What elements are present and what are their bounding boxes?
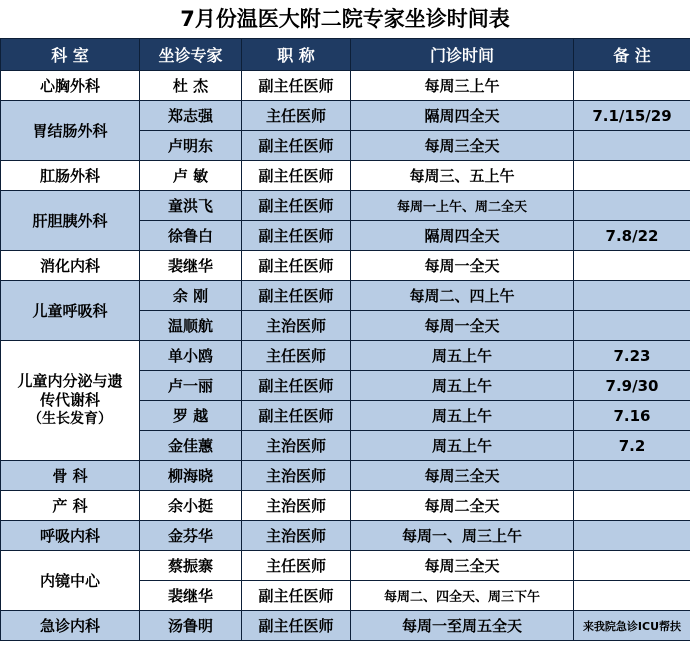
time-cell: 每周三全天 xyxy=(351,551,574,581)
note-cell xyxy=(574,251,690,281)
note-cell: 7.8/22 xyxy=(574,221,690,251)
note-cell xyxy=(574,281,690,311)
table-row xyxy=(1,161,690,191)
expert-cell: 余 刚 xyxy=(140,281,242,311)
note-cell xyxy=(574,311,690,341)
note-cell xyxy=(574,191,690,221)
department-cell: 消化内科 xyxy=(1,251,140,281)
expert-cell: 蔡振寨 xyxy=(140,551,242,581)
schedule-table xyxy=(0,38,690,641)
note-cell: 7.2 xyxy=(574,431,690,461)
time-cell: 每周一上午、周二全天 xyxy=(351,191,574,221)
title-cell: 副主任医师 xyxy=(242,71,351,101)
department-line: （生长发育） xyxy=(28,411,112,427)
expert-cell: 裴继华 xyxy=(140,581,242,611)
department-cell: 急诊内科 xyxy=(1,611,140,641)
title-cell: 主治医师 xyxy=(242,521,351,551)
department-cell: 肝胆胰外科 xyxy=(1,191,140,251)
time-cell: 周五上午 xyxy=(351,401,574,431)
expert-cell: 杜 杰 xyxy=(140,71,242,101)
table-row xyxy=(1,281,690,311)
title-cell: 主治医师 xyxy=(242,431,351,461)
table-row xyxy=(1,251,690,281)
expert-cell: 温顺航 xyxy=(140,311,242,341)
title-cell: 副主任医师 xyxy=(242,131,351,161)
time-cell: 每周二、四全天、周三下午 xyxy=(351,581,574,611)
table-row xyxy=(1,521,690,551)
expert-cell: 童洪飞 xyxy=(140,191,242,221)
time-cell: 每周一全天 xyxy=(351,251,574,281)
title-cell: 副主任医师 xyxy=(242,611,351,641)
note-cell xyxy=(574,581,690,611)
expert-cell: 柳海晓 xyxy=(140,461,242,491)
time-cell: 每周二全天 xyxy=(351,491,574,521)
table-row xyxy=(1,191,690,221)
title-cell: 副主任医师 xyxy=(242,161,351,191)
department-line: 传代谢科 xyxy=(39,391,100,409)
expert-cell: 金佳蕙 xyxy=(140,431,242,461)
expert-cell: 卢 敏 xyxy=(140,161,242,191)
note-cell xyxy=(574,551,690,581)
note-cell xyxy=(574,521,690,551)
time-cell: 隔周四全天 xyxy=(351,101,574,131)
title-cell: 副主任医师 xyxy=(242,401,351,431)
table-row xyxy=(1,611,690,641)
note-cell xyxy=(574,71,690,101)
header-expert: 坐诊专家 xyxy=(140,39,242,71)
note-cell: 7.23 xyxy=(574,341,690,371)
department-cell: 儿童呼吸科 xyxy=(1,281,140,341)
expert-cell: 郑志强 xyxy=(140,101,242,131)
title-cell: 副主任医师 xyxy=(242,281,351,311)
department-cell: 肛肠外科 xyxy=(1,161,140,191)
note-cell: 7.1/15/29 xyxy=(574,101,690,131)
department-cell: 心胸外科 xyxy=(1,71,140,101)
time-cell: 每周一全天 xyxy=(351,311,574,341)
time-cell: 周五上午 xyxy=(351,431,574,461)
table-row xyxy=(1,341,690,371)
expert-cell: 金芬华 xyxy=(140,521,242,551)
department-cell: 产 科 xyxy=(1,491,140,521)
expert-cell: 余小挺 xyxy=(140,491,242,521)
title-cell: 副主任医师 xyxy=(242,191,351,221)
expert-cell: 裴继华 xyxy=(140,251,242,281)
header-row xyxy=(1,39,690,71)
department-cell: 胃结肠外科 xyxy=(1,101,140,161)
note-cell xyxy=(574,161,690,191)
expert-cell: 单小鸥 xyxy=(140,341,242,371)
expert-cell: 卢明东 xyxy=(140,131,242,161)
title-cell: 副主任医师 xyxy=(242,581,351,611)
time-cell: 每周一至周五全天 xyxy=(351,611,574,641)
title-cell: 副主任医师 xyxy=(242,221,351,251)
expert-cell: 汤鲁明 xyxy=(140,611,242,641)
department-line: 儿童内分泌与遗 xyxy=(17,372,123,390)
title-cell: 主任医师 xyxy=(242,341,351,371)
note-cell: 7.16 xyxy=(574,401,690,431)
time-cell: 隔周四全天 xyxy=(351,221,574,251)
title-cell: 副主任医师 xyxy=(242,251,351,281)
department-cell: 呼吸内科 xyxy=(1,521,140,551)
title-cell: 主任医师 xyxy=(242,101,351,131)
time-cell: 每周三、五上午 xyxy=(351,161,574,191)
title-cell: 主任医师 xyxy=(242,551,351,581)
title-cell: 副主任医师 xyxy=(242,371,351,401)
note-cell xyxy=(574,491,690,521)
table-row xyxy=(1,71,690,101)
title-cell: 主治医师 xyxy=(242,491,351,521)
page-title: 7月份温医大附二院专家坐诊时间表 xyxy=(180,7,510,31)
time-cell: 周五上午 xyxy=(351,371,574,401)
note-cell: 来我院急诊ICU帮扶 xyxy=(574,611,690,641)
time-cell: 每周三上午 xyxy=(351,71,574,101)
time-cell: 每周三全天 xyxy=(351,131,574,161)
expert-cell: 徐鲁白 xyxy=(140,221,242,251)
title-cell: 主治医师 xyxy=(242,461,351,491)
header-remarks: 备 注 xyxy=(574,39,690,71)
note-cell xyxy=(574,131,690,161)
time-cell: 周五上午 xyxy=(351,341,574,371)
time-cell: 每周三全天 xyxy=(351,461,574,491)
department-cell xyxy=(1,341,140,461)
header-title: 职 称 xyxy=(242,39,351,71)
department-cell: 骨 科 xyxy=(1,461,140,491)
table-row xyxy=(1,101,690,131)
header-clinic-time: 门诊时间 xyxy=(351,39,574,71)
time-cell: 每周一、周三上午 xyxy=(351,521,574,551)
table-row xyxy=(1,461,690,491)
title-cell: 主治医师 xyxy=(242,311,351,341)
expert-cell: 罗 越 xyxy=(140,401,242,431)
time-cell: 每周二、四上午 xyxy=(351,281,574,311)
header-department: 科 室 xyxy=(1,39,140,71)
department-cell: 内镜中心 xyxy=(1,551,140,611)
table-row xyxy=(1,491,690,521)
note-cell: 7.9/30 xyxy=(574,371,690,401)
note-cell xyxy=(574,461,690,491)
expert-cell: 卢一丽 xyxy=(140,371,242,401)
table-row xyxy=(1,551,690,581)
